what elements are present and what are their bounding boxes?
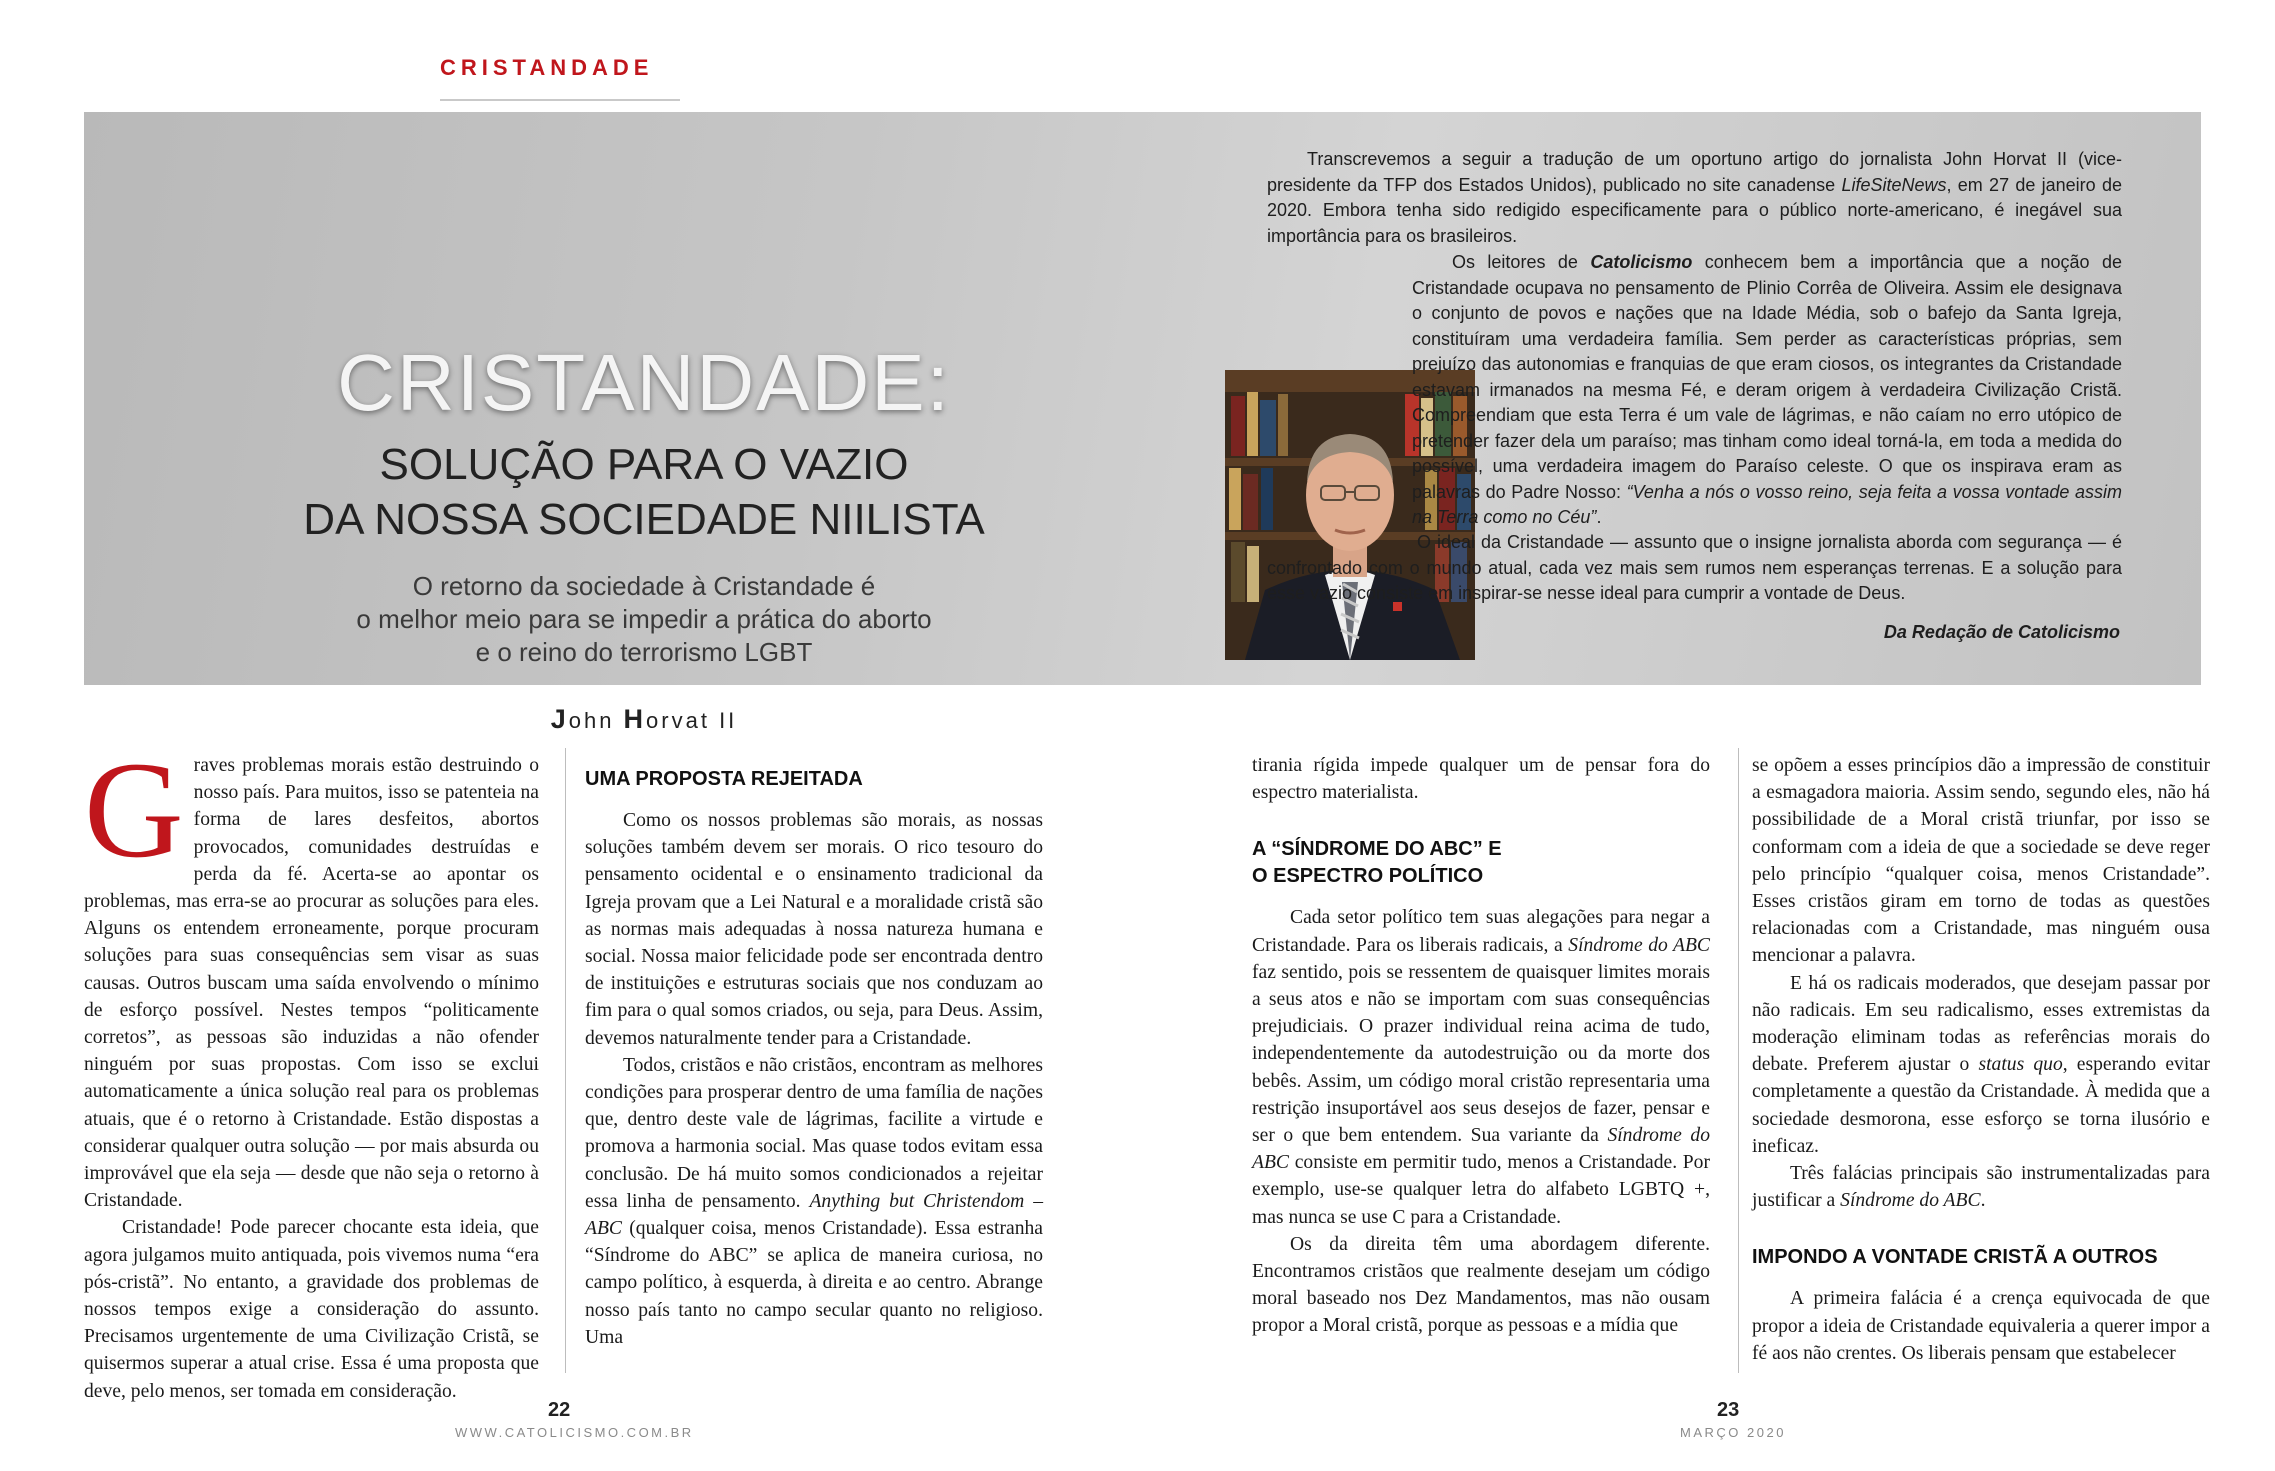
body-paragraph xyxy=(1752,1160,2210,1214)
heading-line: O ESPECTRO POLÍTICO xyxy=(1252,865,1484,888)
body-italic: status quo xyxy=(1978,1054,2063,1076)
article-subtitle xyxy=(184,437,1104,547)
article-column-2 xyxy=(585,766,1043,1351)
body-text: faz sentido, pois se ressentem de quaisquer limites morais a seus atos e não se importam com suas consequências prejudiciais. O prazer individual reina acima de tudo, independentemente da autodestruição ou da morte dos bebês. Assim, um código moral cristão representaria uma restrição insuportável aos seus desejos de fazer, pensar e ser o que bem entendem. Sua variante da xyxy=(1252,961,1710,1147)
body-italic: Anything but Christendom – ABC xyxy=(585,1190,1043,1240)
article-column-4 xyxy=(1752,752,2210,1367)
section-heading: IMPONDO A VONTADE CRISTÃ A OUTROS xyxy=(1752,1246,2158,1269)
body-text: . xyxy=(1980,1190,1986,1212)
author-initial: H xyxy=(623,704,647,734)
article-column-1 xyxy=(84,733,539,1405)
body-text: Todos, cristãos e não cristãos, encontram as melhores condições para prosperar dentro de uma família de nações que, dentro deste vale de lágrimas, facilite a virtude e promova a harmonia social. Mas quase todos evitam essa conclusão. De há muito somos condicionados a rejeitar essa linha de pensamento. xyxy=(585,1054,1043,1212)
author-text: orvat II xyxy=(646,708,738,733)
column-rule xyxy=(565,748,566,1373)
body-paragraph xyxy=(585,1052,1043,1351)
author-text: ohn xyxy=(568,708,624,733)
body-paragraph xyxy=(1752,970,2210,1160)
intro-text: . xyxy=(1596,507,1602,527)
intro-text: Os leitores de xyxy=(1452,252,1591,272)
section-label-text: CRISTANDADE xyxy=(440,55,654,80)
intro-quote: “Venha a nós o vosso reino, seja feita a vossa vontade assim na Terra como no Céu” xyxy=(1412,481,2122,527)
body-paragraph xyxy=(84,733,539,1214)
footer-issue-date: MARÇO 2020 xyxy=(1680,1425,1786,1440)
subtitle-line: DA NOSSA SOCIEDADE NIILISTA xyxy=(303,495,985,544)
drop-cap: G xyxy=(84,733,184,886)
lede-line: O retorno da sociedade à Cristandade é xyxy=(412,571,876,601)
section-heading xyxy=(1252,836,1710,890)
author-byline xyxy=(384,704,904,735)
body-paragraph: Os da direita têm uma abordagem diferente. Encontramos cristãos que realmente desejam um código moral baseado nos Dez Mandamentos, mas não ousam propor a Moral cristã, porque as pessoas e a mídia que xyxy=(1252,1233,1710,1337)
body-text: , esperando evitar completamente a questão da Cristandade. À medida que a sociedade desmorona, esse esforço se torna ilusório e ineficaz. xyxy=(1752,1054,2210,1157)
intro-paragraph xyxy=(1412,250,2122,531)
editorial-credit: Da Redação de Catolicismo xyxy=(1883,622,2120,642)
body-paragraph xyxy=(1252,904,1710,1230)
body-paragraph: Como os nossos problemas são morais, as nossas soluções também devem ser morais. O rico tesouro do pensamento ocidental e o ensinamento tradicional da Igreja provam que a Lei Natural e a moralidade cristã são as normas mais adequadas à nossa natureza humana e social. Nossa maior felicidade pode ser encontrada dentro de instituições e estruturas sociais que nos conduzam ao fim para o qual somos criados, ou seja, para Deus. Assim, devemos naturalmente tender para a Cristandade. xyxy=(585,810,1043,1049)
lede-line: e o reino do terrorismo LGBT xyxy=(475,637,813,667)
body-text: Cada setor político tem suas alegações para negar a Cristandade. Para os liberais radicais, a xyxy=(1252,907,1710,956)
body-paragraph: se opõem a esses princípios dão a impressão de constituir a esmagadora maioria. Assim sendo, segundo eles, não há possibilidade de a Moral cristã triunfar, por isso se conformam com a ideia de que a sociedade se deve reger pelo princípio “qualquer coisa, menos Cristandade”. Esses cristãos giram em torno de todas as questões relacionadas com a Cristandade, mas ninguém ousa mencionar a palavra. xyxy=(1752,755,2210,967)
page-number-right: 23 xyxy=(1717,1399,1740,1421)
intro-site-name: LifeSiteNews xyxy=(1841,174,1947,195)
column-rule xyxy=(1738,748,1739,1373)
body-text: consiste em permitir tudo, menos a Cristandade. Por exemplo, use-se qualquer letra do alfabeto LGBTQ +, mas nunca se use C para a Cristandade. xyxy=(1252,1152,1710,1228)
body-text: (qualquer coisa, menos Cristandade). Essa estranha “Síndrome do ABC” se aplica de maneira curiosa, no campo político, à esquerda, à direita e ao centro. Abrange nosso país tanto no campo secular quanto no religioso. Uma xyxy=(585,1218,1043,1348)
body-paragraph: A primeira falácia é a crença equivocada de que propor a ideia de Cristandade equivaleria a querer impor a fé aos não crentes. Os liberais pensam que estabelecer xyxy=(1752,1288,2210,1364)
intro-text: Transcrevemos a seguir a tradução de um oportuno artigo do jornalista John Horvat II (vice-presidente da TFP dos Estados Unidos), publicado no site canadense xyxy=(1267,149,2122,195)
body-italic: Síndrome do ABC xyxy=(1252,1125,1710,1174)
article-column-3 xyxy=(1252,752,1710,1340)
page-number-left: 22 xyxy=(548,1399,571,1421)
author-initial: J xyxy=(550,704,569,734)
footer-website: WWW.CATOLICISMO.COM.BR xyxy=(455,1425,694,1440)
subtitle-line: SOLUÇÃO PARA O VAZIO xyxy=(379,440,909,489)
heading-line: A “SÍNDROME DO ABC” E xyxy=(1252,838,1502,861)
body-italic: Síndrome do ABC xyxy=(1840,1190,1981,1212)
section-heading: UMA PROPOSTA REJEITADA xyxy=(585,768,863,790)
section-label xyxy=(440,55,680,101)
body-text: E há os radicais moderados, que desejam passar por não radicais. Em seu radicalismo, esses extremistas da moderação eliminam todas as referências morais do debate. Preferem ajustar o xyxy=(1752,972,2210,1076)
body-paragraph: tirania rígida impede qualquer um de pensar fora do espectro materialista. xyxy=(1252,755,1710,804)
body-paragraph: Cristandade! Pode parecer chocante esta ideia, que agora julgamos muito antiquada, pois vivemos numa “era pós-cristã”. No entanto, a gravidade dos problemas de nossos tempos exige a consideração do assunto. Precisamos urgentemente de uma Civilização Cristã, se quisermos superar a atual crise. Essa é uma proposta que deve, pelo menos, ser tomada em consideração. xyxy=(84,1217,539,1402)
intro-paragraph: O ideal da Cristandade — assunto que o insigne jornalista aborda com segurança — é confrontado com o mundo atual, cada vez mais sem rumos nem esperanças terrenas. E a solução para esse vazio consiste em inspirar-se nesse ideal para cumprir a vontade de Deus. xyxy=(1267,532,2122,603)
article-title: CRISTANDADE: xyxy=(337,338,951,427)
intro-text: , em 27 de janeiro de 2020. Embora tenha sido redigido especificamente para o público norte-americano, é inegável sua importância para os brasileiros. xyxy=(1267,174,2122,246)
body-text: Três falácias principais são instrumentalizadas para justificar a xyxy=(1752,1163,2210,1212)
magazine-name: Catolicismo xyxy=(1590,252,1693,272)
article-lede xyxy=(234,570,1054,669)
intro-text: conhecem bem a importância que a noção de Cristandade ocupava no pensamento de Plinio Corrêa de Oliveira. Assim ele designava o conjunto de povos e nações que na Idade Média, sob o bafejo da Santa Igreja, constituíram uma verdadeira família. Sem perder as características próprias, sem prejuízo das autonomias e franquias de que eram ciosos, os integrantes da Cristandade estavam irmanados na mesma Fé, e deram origem à verdadeira Civilização Cristã. Compreendiam que esta Terra é um vale de lágrimas, e não caíam no erro utópico de pretender fazer dela um paraíso; mas tinham como ideal torná-la, em toda a medida do possível, uma verdadeira imagem do Paraíso celeste. O que os inspirava eram as palavras do Padre Nosso: xyxy=(1412,252,2122,502)
lede-line: o melhor meio para se impedir a prática do aborto xyxy=(356,604,932,634)
body-italic: Síndrome do ABC xyxy=(1568,934,1711,956)
body-text: raves problemas morais estão destruindo o nosso país. Para muitos, isso se patenteia na forma de lares desfeitos, abortos provocados, comunidades destruídas e perda da fé. Acerta-se ao apontar os problemas, mas erra-se ao procurar as soluções para eles. Alguns os entendem erroneamente, porque procuram soluções para suas consequências sem visar as suas causas. Outros buscam uma saída envolvendo o mínimo de esforço possível. Nestes tempos “politicamente corretos”, as pessoas são induzidas a não ofender ninguém por suas propostas. Com isso se exclui automaticamente a única solução real para os problemas atuais, que é o retorno à Cristandade. Estão dispostas a considerar qualquer outra solução — por mais absurda ou improvável que ela seja — desde que não seja o retorno à Cristandade. xyxy=(84,755,539,1212)
intro-paragraph xyxy=(1267,147,2122,249)
